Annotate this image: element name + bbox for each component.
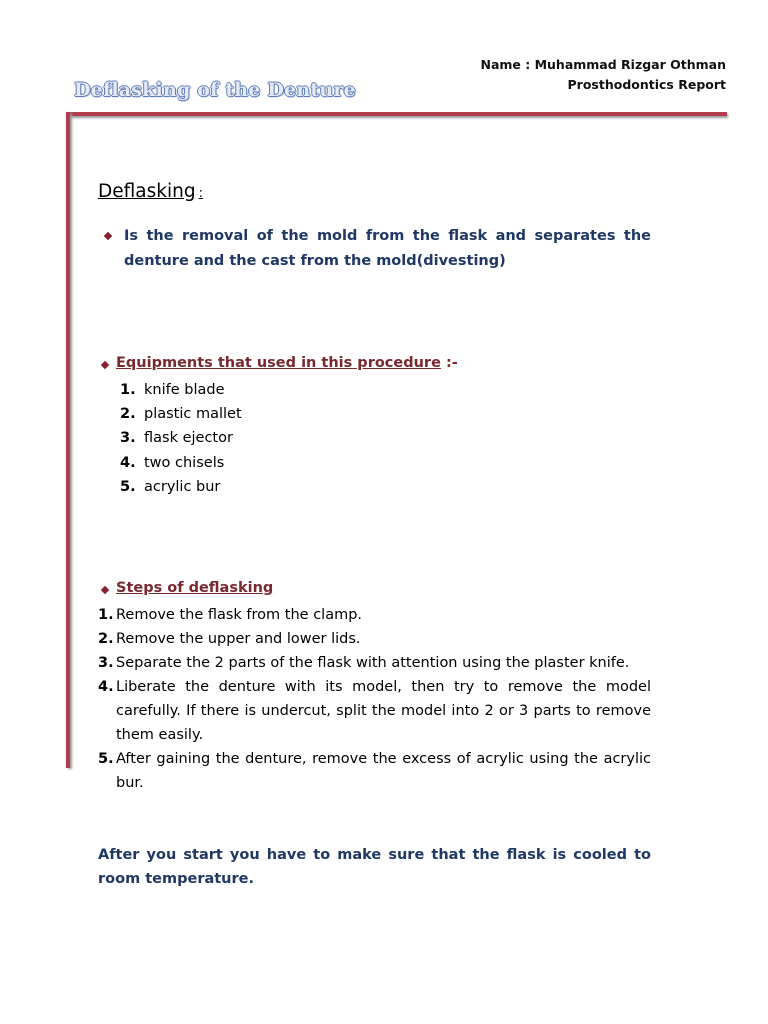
list-item	[98, 627, 651, 651]
list-item	[120, 451, 242, 475]
list-item	[120, 378, 242, 402]
report-type: Prosthodontics Report	[567, 77, 726, 92]
item-text: two chisels	[144, 454, 225, 471]
definition-text: Is the removal of the mold from the flask and separates the denture and the cast from the mold(divesting)	[124, 228, 651, 269]
item-number: 1.	[120, 382, 136, 398]
diamond-bullet-icon	[101, 586, 109, 594]
item-text: flask ejector	[144, 430, 233, 447]
author-info	[480, 55, 726, 95]
step-number: 2.	[98, 631, 114, 647]
step-number: 3.	[98, 655, 114, 671]
step-text: After gaining the denture, remove the excess of acrylic using the acrylic bur.	[116, 751, 651, 791]
item-text: plastic mallet	[144, 406, 242, 423]
step-number: 1.	[98, 607, 114, 623]
item-number: 2.	[120, 406, 136, 423]
list-item	[98, 603, 651, 627]
item-number: 5.	[120, 478, 136, 495]
diamond-bullet-icon	[104, 232, 112, 240]
list-item	[98, 651, 651, 675]
step-number: 4.	[98, 679, 114, 695]
list-item	[120, 475, 242, 499]
author-name: Name : Muhammad Rizgar Othman	[480, 57, 726, 72]
section-heading-colon: :	[198, 186, 203, 201]
item-number: 4.	[120, 454, 136, 471]
steps-list	[98, 603, 651, 795]
item-number: 3.	[120, 430, 136, 447]
page-frame-top-border	[66, 112, 727, 116]
step-text: Remove the upper and lower lids.	[116, 631, 361, 647]
diamond-bullet-icon	[101, 361, 109, 369]
list-item	[120, 402, 242, 426]
equipment-heading-text: Equipments that used in this procedure	[116, 355, 441, 371]
step-text: Liberate the denture with its model, then try to remove the model carefully. If there is undercut, split the model into 2 or 3 parts to remove them easily.	[116, 679, 651, 743]
step-number: 5.	[98, 751, 114, 767]
equipment-list	[120, 378, 242, 499]
equipment-heading	[116, 355, 458, 371]
step-text: Remove the flask from the clamp.	[116, 607, 363, 623]
item-text: acrylic bur	[144, 478, 221, 495]
item-text: knife blade	[144, 382, 225, 398]
section-heading-text: Deflasking	[98, 181, 196, 202]
document-title: Deflasking of the Denture	[74, 79, 356, 101]
closing-note: After you start you have to make sure that the flask is cooled to room temperature.	[98, 847, 651, 887]
step-text: Separate the 2 parts of the flask with attention using the plaster knife.	[116, 655, 630, 671]
section-heading	[98, 181, 203, 202]
page-frame-left-border	[66, 112, 70, 768]
list-item	[98, 747, 651, 795]
list-item	[120, 426, 242, 450]
list-item	[98, 675, 651, 747]
steps-heading: Steps of deflasking	[116, 580, 274, 596]
equipment-heading-suffix: :-	[440, 355, 458, 371]
